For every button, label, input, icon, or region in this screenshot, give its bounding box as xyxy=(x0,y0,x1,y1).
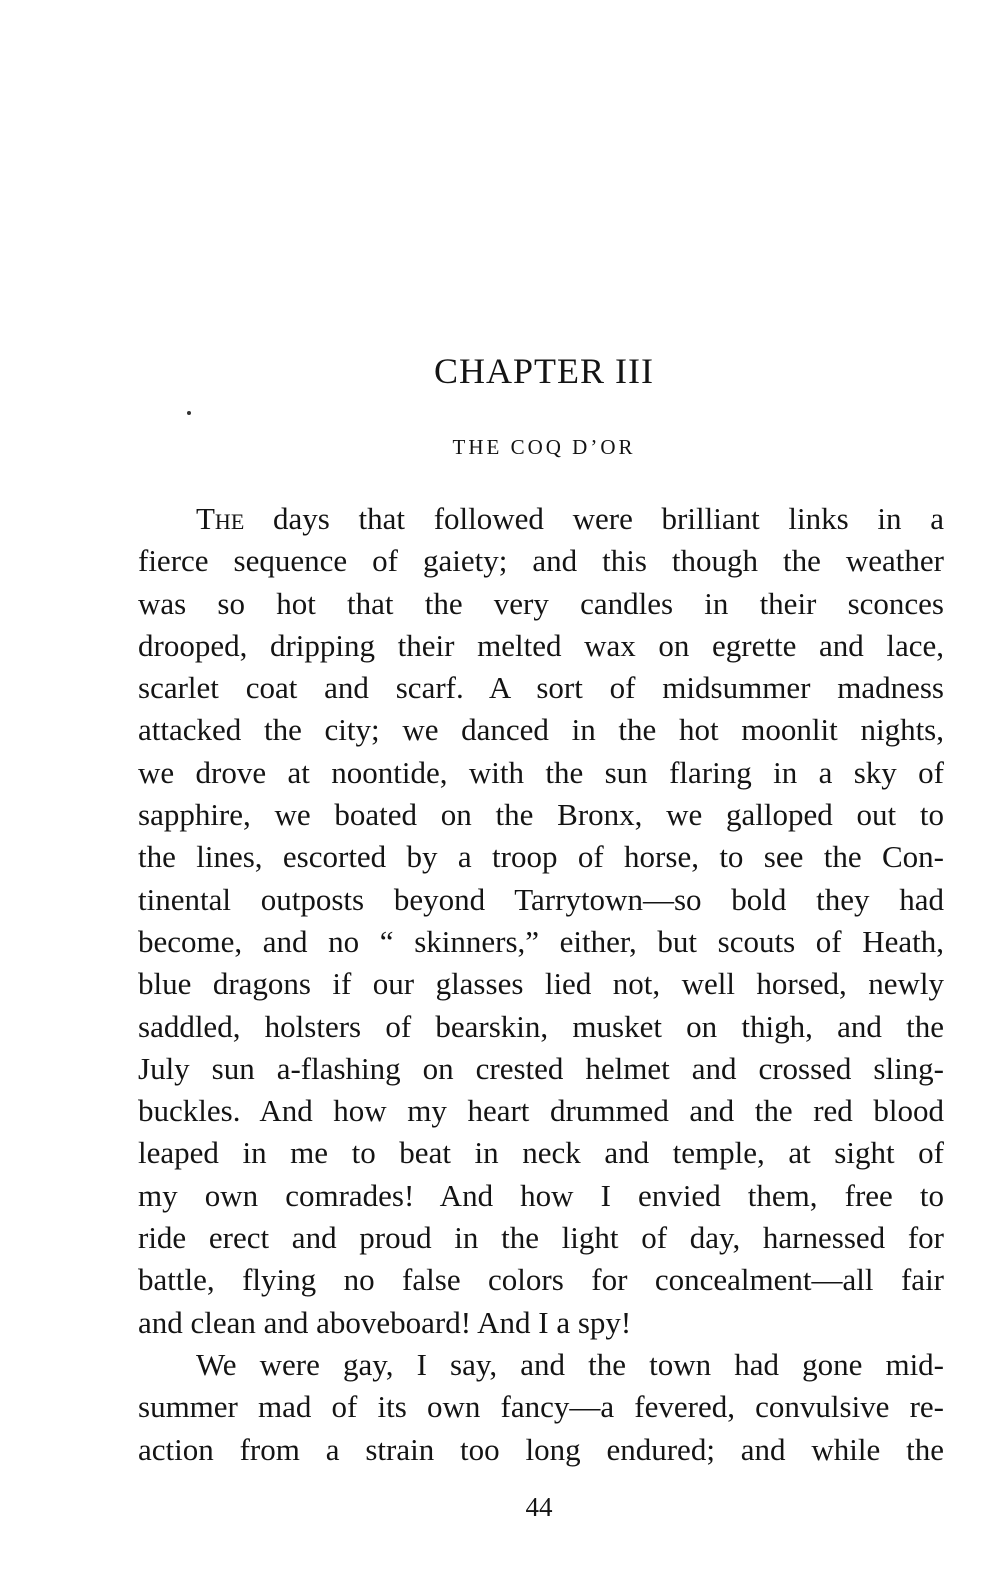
text-line: saddled, holsters of bearskin, musket on thigh, and the xyxy=(138,1008,944,1044)
text-line: leaped in me to beat in neck and temple, at sight of xyxy=(138,1135,944,1171)
text-line: We were gay, I say, and the town had gone mid- xyxy=(196,1346,944,1382)
text-line: summer mad of its own fancy—a fevered, convulsive re- xyxy=(138,1389,944,1425)
text-line: become, and no “ skinners,” either, but scouts of Heath, xyxy=(138,923,944,959)
stray-dot xyxy=(187,411,191,415)
chapter-heading: CHAPTER III xyxy=(434,351,654,391)
text-line: and clean and aboveboard! And I a spy! xyxy=(138,1304,632,1340)
text-line xyxy=(138,498,944,540)
text-line: battle, flying no false colors for concealment—all fair xyxy=(138,1262,944,1298)
text-line: drooped, dripping their melted wax on egrette and lace, xyxy=(138,627,944,663)
chapter-subtitle: THE COQ D’OR xyxy=(452,435,636,459)
text-line: the lines, escorted by a troop of horse, to see the Con- xyxy=(138,839,944,875)
page-number: 44 xyxy=(525,1492,553,1522)
text-line: action from a strain too long endured; and while the xyxy=(138,1431,944,1467)
text-line: ride erect and proud in the light of day, harnessed for xyxy=(138,1220,944,1256)
dropword: The xyxy=(196,501,245,536)
text-line: we drove at noontide, with the sun flaring in a sky of xyxy=(138,754,944,790)
text-line: buckles. And how my heart drummed and the red blood xyxy=(138,1093,944,1129)
text-line: my own comrades! And how I envied them, free to xyxy=(138,1177,944,1213)
text-line: sapphire, we boated on the Bronx, we galloped out to xyxy=(138,797,944,833)
text-line: tinental outposts beyond Tarrytown—so bold they had xyxy=(138,881,944,917)
text-line: fierce sequence of gaiety; and this though the weather xyxy=(138,543,944,579)
text-line-content: days that followed were brilliant links in a xyxy=(244,501,944,536)
body-text xyxy=(138,498,944,1471)
text-line: was so hot that the very candles in their sconces xyxy=(138,585,944,621)
text-line: scarlet coat and scarf. A sort of midsummer madness xyxy=(138,670,944,706)
text-line: attacked the city; we danced in the hot moonlit nights, xyxy=(138,712,944,748)
text-line: July sun a-flashing on crested helmet and crossed sling- xyxy=(138,1050,944,1086)
text-line: blue dragons if our glasses lied not, well horsed, newly xyxy=(138,966,944,1002)
